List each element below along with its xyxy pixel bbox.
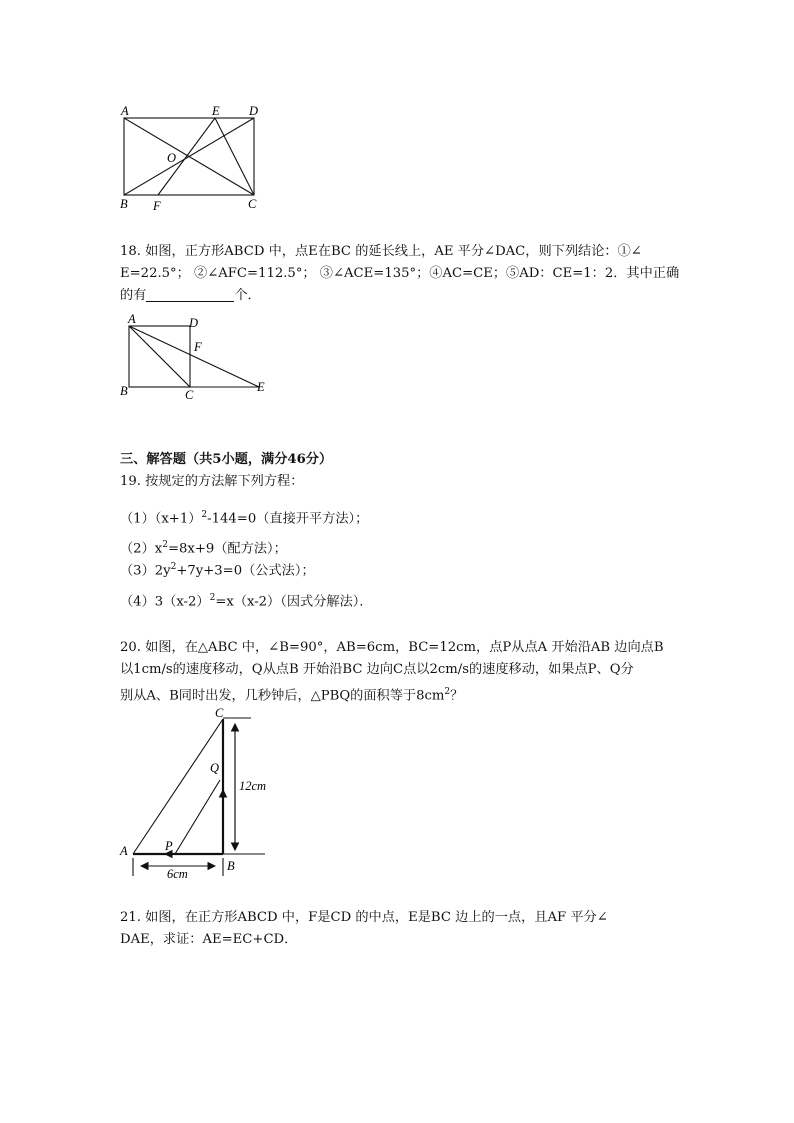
label-e: E [212,104,220,118]
figure-right-triangle-abc [115,700,290,885]
label-e: E [257,380,265,394]
part-3-exponent: 2 [170,562,177,572]
question-18-line-2: E=22.5°； ②∠AFC=112.5°； ③∠ACE=135°；④AC=CE；⑤AD：CE=1：2．其中正确 [120,266,680,281]
section-heading: 三、解答题（共5小题，满分46分） [120,452,333,467]
label-b: B [120,197,128,211]
answer-blank [146,287,234,302]
question-18-line-1: 18. 如图，正方形ABCD 中，点E在BC 的延长线上，AE 平分∠DAC，则下列结论：①∠ [120,244,642,259]
figure-square-abcd [115,310,275,402]
question-19-part-1 [120,505,368,529]
question-20-line-1: 20. 如图，在△ABC 中，∠B=90°，AB=6cm，BC=12cm，点P从点A 开始沿AB 边向点B [120,640,664,655]
segment-ae [129,326,259,387]
label-q: Q [210,761,220,775]
question-19-part-2 [120,535,287,559]
question-18-line-3-end: 个． [234,288,261,303]
label-f: F [194,340,202,354]
part-4-method: =x（x-2）（因式分解法）． [215,594,373,610]
label-bc-length: 12cm [239,779,267,793]
label-d: D [249,104,259,118]
part-3-method: +7y+3=0（公式法）； [176,563,315,579]
question-19-part-4 [120,588,373,612]
question-21-line-1: 21. 如图，在正方形ABCD 中，F是CD 的中点，E是BC 边上的一点，且AF 平分∠ [120,910,608,925]
label-a: A [121,104,129,118]
question-20-line-2: 以1cm/s的速度移动，Q从点B 开始沿BC 边向C点以2cm/s的速度移动，如果点P、Q分 [120,662,634,677]
label-b: B [227,859,235,873]
label-d: D [189,316,199,330]
label-a: A [120,844,128,858]
part-4-text: （4）3（x-2） [120,594,210,610]
diagonal-ac [129,326,190,387]
part-1-method: -144=0（直接开平方法）； [207,511,369,527]
label-c: C [248,197,257,211]
part-1-exponent: 2 [201,510,208,520]
question-21-line-2: DAE，求证：AE=EC+CD． [120,932,298,947]
part-2-exponent: 2 [162,540,168,550]
area-exponent: 2 [444,687,451,697]
label-p: P [165,839,173,853]
segment-pq [175,780,220,854]
question-20-line-3-text: 别从A、B同时出发，几秒钟后，△PBQ的面积等于8cm [120,688,445,704]
label-f: F [153,199,161,213]
figure-rectangle-abcd [110,100,270,215]
question-mark: ？ [450,688,464,704]
part-4-exponent: 2 [209,593,216,603]
hypotenuse-ac [133,719,223,854]
question-19-part-3 [120,557,315,581]
label-a: A [128,312,136,326]
label-ab-length: 6cm [167,867,188,881]
question-19-stem: 19. 按规定的方法解下列方程： [120,474,304,489]
part-1-text: （1）（x+1） [120,511,202,527]
question-18-line-3 [120,286,261,306]
label-c: C [215,706,224,720]
label-b: B [120,384,128,398]
label-c: C [185,388,194,402]
question-18-line-3-start: 的有 [120,288,147,303]
label-o: O [167,151,177,165]
part-3-text: （3）2y [120,563,171,579]
part-2-method: =8x+9（配方法）； [167,541,287,557]
part-2-text: （2）x [120,541,163,557]
